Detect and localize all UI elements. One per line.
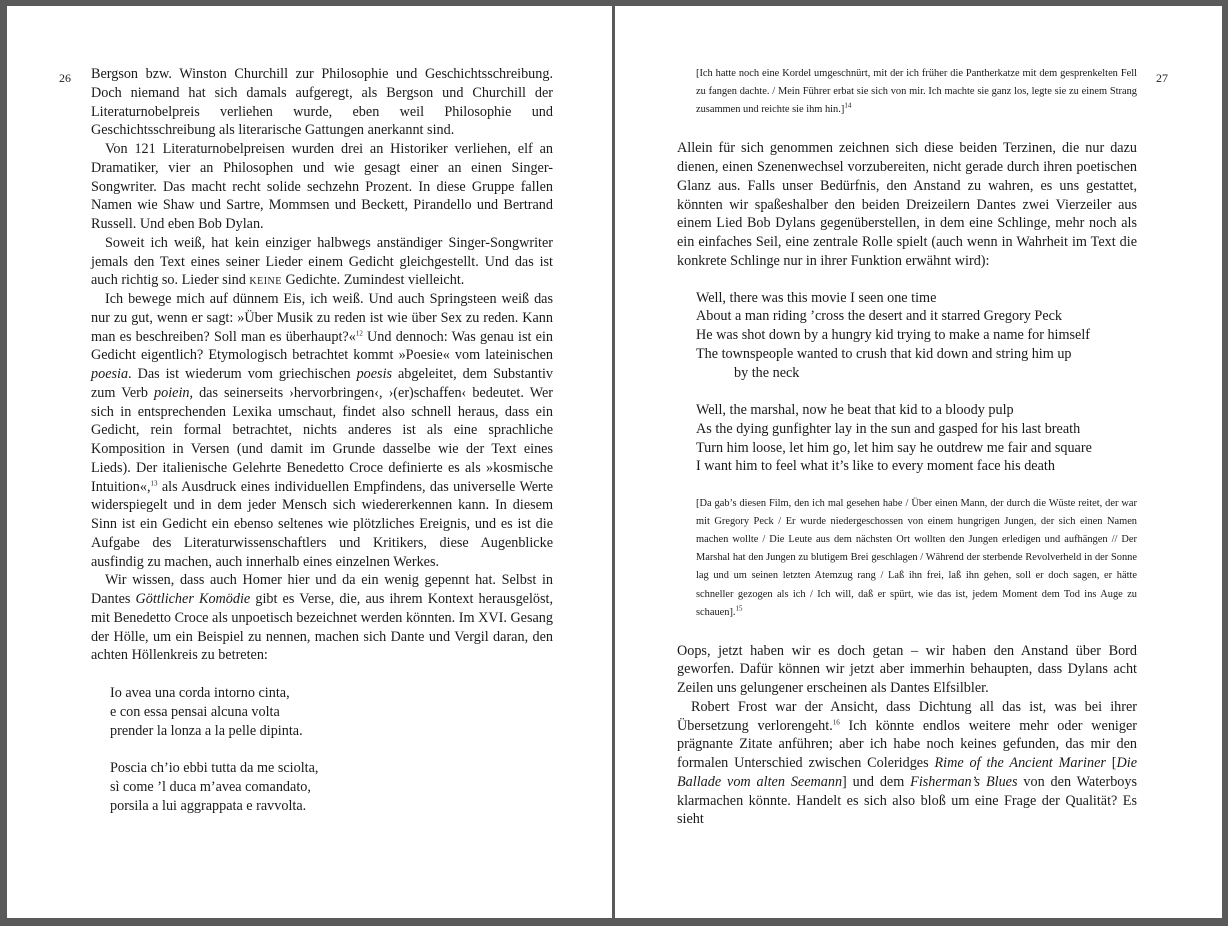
text-column	[91, 65, 553, 815]
verse-line: Well, there was this movie I seen one time	[696, 289, 937, 306]
verse-block	[91, 684, 553, 815]
paragraph: Bergson bzw. Winston Churchill zur Philosophie und Geschichtsschreibung. Doch niemand hat sich damals aufgeregt, als Bergson und Churchill der Literaturnobelpreis verliehen wurde, eben weil Philosophie und Geschichtsschreibung als literarische Gattungen anerkannt sind.	[91, 66, 553, 139]
translation-note: [Ich hatte noch eine Kordel umgeschnürt, mit der ich früher die Pantherkatze mit dem gesprenkelten Fell zu fangen dachte. / Mein Führer erbat sie sich von mir. Ich machte sie ganz los, legte sie zu einem Strang zusammen und reichte sie ihm hin.]$^{14}$	[696, 68, 1137, 116]
verse-line: prender la lonza a la pelle dipinta.	[110, 722, 303, 739]
paragraph: Oops, jetzt haben wir es doch getan – wir haben den Anstand über Bord geworfen. Dafür können wir jetzt aber immerhin behaupten, dass Dylans acht Zeilen uns gelungener erscheinen als Dantes Elfsilbler.	[677, 642, 1137, 697]
paragraph: Soweit ich weiß, hat kein einziger halbwegs anständiger Singer-Songwriter jemals den Text eines seiner Lieder einem Gedicht gleichgestellt. Und das ist auch richtig so. Lieder sind keine Gedichte. Zumindest vielleicht.	[91, 234, 553, 289]
verse-line: porsila a lui aggrappata e ravvolta.	[110, 797, 307, 814]
verse-line: Well, the marshal, now he beat that kid to a bloody pulp	[696, 402, 1014, 419]
verse-line: by the neck	[734, 364, 800, 381]
right-page	[615, 6, 1222, 918]
footnote-ref[interactable]: 13	[150, 478, 158, 487]
text-column	[677, 65, 1137, 829]
footnote-ref[interactable]: 16	[832, 717, 840, 726]
verse-line: Poscia ch’io ebbi tutta da me sciolta,	[110, 760, 319, 776]
verse-line: sì come ’l duca m’avea comandato,	[110, 778, 311, 795]
footnote-ref[interactable]: 14	[844, 101, 852, 110]
footnote-ref[interactable]: 12	[355, 328, 363, 337]
page-number: 26	[59, 71, 71, 85]
verse-block	[677, 289, 1137, 477]
verse-line: As the dying gunfighter lay in the sun and gasped for his last breath	[696, 420, 1081, 437]
paragraph: Wir wissen, dass auch Homer hier und da ein wenig gepennt hat. Selbst in Dantes Göttlicher Komödie gibt es Verse, die, aus ihrem Kontext herausgelöst, mit Benedetto Croce als unpoetisch bezeichnet werden könnten. Im XVI. Gesang der Hölle, um ein Beispiel zu nennen, machen sich Dante und Vergil daran, den achten Höllenkreis zu betreten:	[91, 572, 554, 664]
verse-line: Turn him loose, let him go, let him say he outdrew me fair and square	[696, 439, 1092, 456]
emphasis-keine: keine	[249, 272, 282, 289]
translation-note: [Da gab’s diesen Film, den ich mal gesehen habe / Über einen Mann, der durch die Wüste reitet, der war mit Gregory Peck / Er wurde niedergeschossen von einem hungrigen Jungen, der sich einen Namen machen wollte / Die Leute aus dem nächsten Ort wollten den Jungen erledigen und aufhängen // Der Marshal hat den Jungen zu blutigem Brei geschlagen / Während der sterbende Revolverheld in der Sonne lag und um seinen letzten Atemzug rang / Laß ihn frei, laß ihn gehen, soll er doch sagen, er hätte schneller gezogen als ich / Ich will, daß er spürt, wie das ist, jedem Moment dem Tod ins Auge zu schauen].$^{15}$	[696, 498, 1137, 618]
verse-line: Io avea una corda intorno cinta,	[110, 685, 290, 701]
verse-line: The townspeople wanted to crush that kid down and string him up	[696, 345, 1072, 362]
footnote-ref[interactable]: 15	[735, 604, 743, 613]
paragraph: Von 121 Literaturnobelpreisen wurden drei an Historiker verliehen, elf an Dramatiker, vier an Philosophen und wie gesagt einer an einen Singer-Songwriter. Das macht recht solide sechzehn Prozent. In diese Gruppe fallen Namen wie Shaw und Sartre, Mommsen und Beckett, Pirandello und Bertrand Russell. Und eben Bob Dylan.	[91, 141, 553, 232]
verse-line: I want him to feel what it’s like to every moment face his death	[696, 458, 1055, 475]
paragraph: Robert Frost war der Ansicht, dass Dichtung all das ist, was bei ihrer Übersetzung verlorengeht.$^{16}$ Ich könnte endlos weitere mehr oder weniger prägnante Zitate anführen; aber ich habe noch keines gefunden, das mir den formalen Unterschied zwischen Coleridges Rime of the Ancient Mariner [Die Ballade vom alten Seemann] und dem Fisherman’s Blues von den Waterboys klarmachen könnte. Handelt es sich also bloß um eine Frage der Qualität? Es sieht	[677, 698, 1137, 828]
verse-line: He was shot down by a hungry kid trying to make a name for himself	[696, 327, 1091, 344]
left-page	[7, 6, 612, 918]
page-number: 27	[1156, 71, 1168, 85]
verse-line: About a man riding ’cross the desert and it starred Gregory Peck	[696, 308, 1063, 325]
paragraph: Ich bewege mich auf dünnem Eis, ich weiß. Und auch Springsteen weiß das nur zu gut, wenn er sagt: »Über Musik zu reden ist wie über Sex zu reden. Kann man es beschreiben? Soll man es überhaupt?«$^{12}$ Und dennoch: Was genau ist ein Gedicht eigentlich? Etymologisch betrachtet kommt »Poesie« vom lateinischen poesia. Das ist wiederum vom griechischen poesis abgeleitet, dem Substantiv zum Verb poiein, das seinerseits ›hervorbringen‹, ›(er)schaffen‹ bedeutet. Wer sich in entsprechenden Lexika umschaut, findet also schnell heraus, dass ein Gedicht, rein formal betrachtet, nichts anderes ist als eine sprachliche Komposition in Versen (und damit im Grunde dasselbe wie der Text eines Lieds). Der italienische Gelehrte Benedetto Croce definierte es als »kosmische Intuition«,$^{13}$ als Ausdruck eines individuellen Empfindens, das universelle Werte widerspiegelt und in dem jeder Mensch sich wiedererkennen kann. In diesem Sinn ist ein Gedicht ein ebenso seltenes wie plötzliches Ereignis, und es ist die Aufgabe des Literaturwissenschaftlers und Kritikers, diese Augenblicke ausfindig zu machen, auch innerhalb eines einzelnen Werkes.	[91, 291, 553, 570]
paragraph: Allein für sich genommen zeichnen sich diese beiden Terzinen, die nur dazu dienen, einen Szenenwechsel vorzubereiten, nicht gerade durch ihren poetischen Glanz aus. Falls unser Bedürfnis, den Anstand zu wahren, es uns gestattet, könnten wir spaßeshalber den beiden Dreizeilern Dantes zwei Vierzeiler aus einem Lied Bob Dylans gegenüberstellen, in dem eine Schlinge, mehr noch als ein einfaches Seil, eine zentrale Rolle spielt (auch wenn in Wahrheit im Text die konkrete Schlinge nur in ihrer Funktion erwähnt wird):	[677, 140, 1137, 269]
verse-line: e con essa pensai alcuna volta	[110, 703, 280, 720]
